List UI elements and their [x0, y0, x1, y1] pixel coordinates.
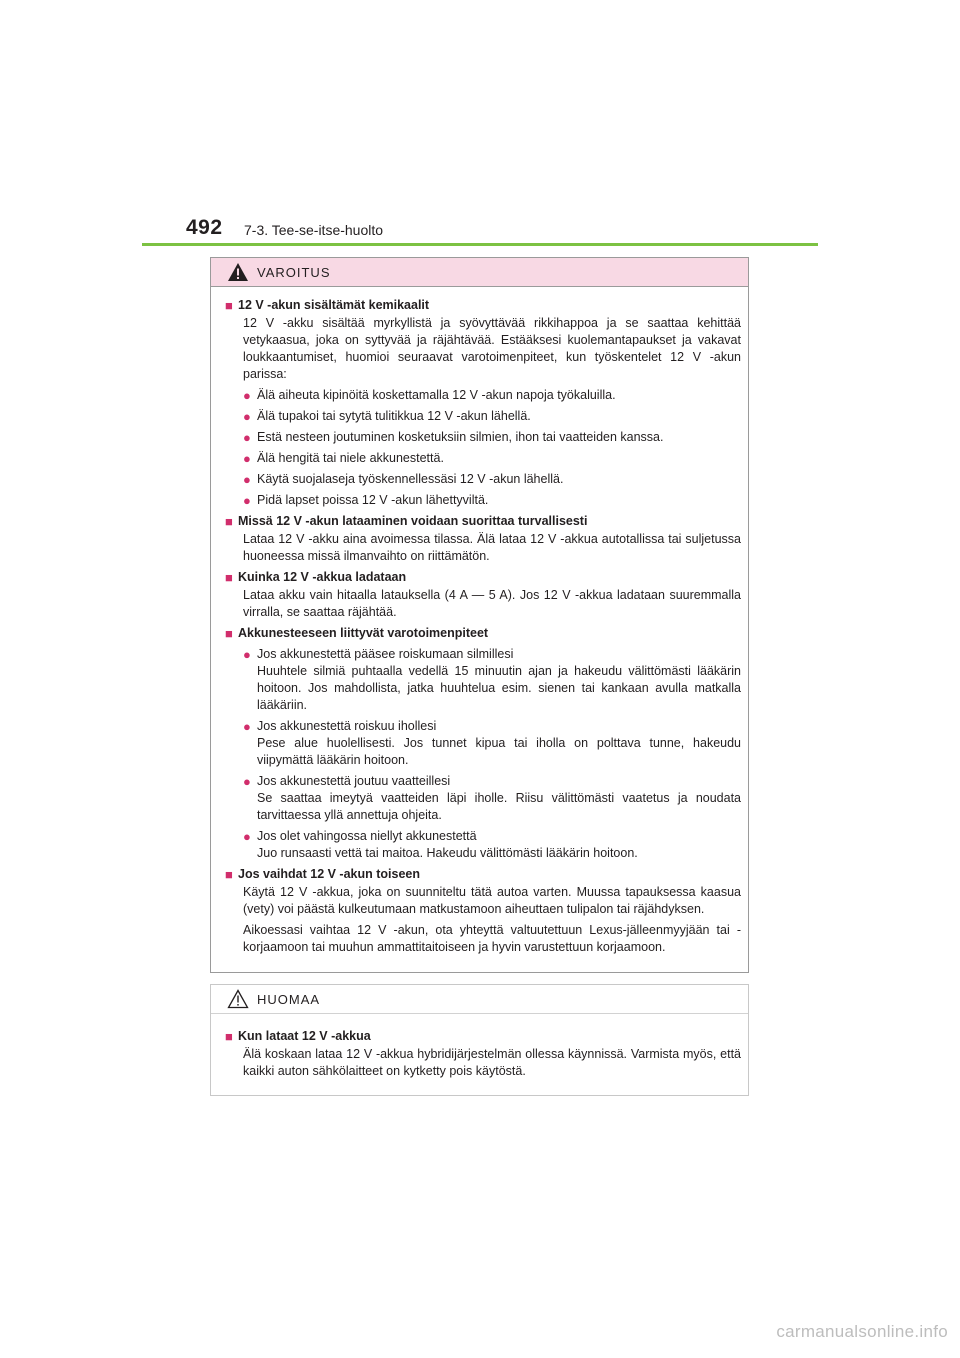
list-item: ● Jos akkunestettä pääsee roiskumaan silmillesi Huuhtele silmiä puhtaalla vedellä 15 minuutin ajan ja hakeudu välittömästi lääkärin hoitoon. Jos mahdollista, jatka huuhtelua esim. sienen tai kankaan avulla matkalla lääkäriin.	[243, 647, 741, 712]
warning-body	[211, 287, 748, 956]
warning-triangle-icon	[227, 262, 249, 282]
list-item: ● Älä aiheuta kipinöitä koskettamalla 12 V -akun napoja työkaluilla.	[243, 388, 616, 403]
paragraph: Lataa 12 V -akku aina avoimessa tilassa. Älä lataa 12 V -akkua autotallissa tai suljetussa huoneessa missä ilmanvaihto on riittämätön.	[243, 532, 741, 563]
note-body	[211, 1014, 748, 1080]
header-rule	[142, 243, 818, 246]
section-heading: ■ Akkunesteeseen liittyvät varotoimenpiteet	[225, 626, 489, 641]
paragraph: Käytä 12 V -akkua, joka on suunniteltu tätä autoa varten. Muussa tapauksessa kaasua (vety) voi päästä kulkeutumaan matkustamoon aiheuttaen tulipalon tai räjähdyksen.	[243, 885, 741, 916]
bullet-icon: ●	[243, 409, 251, 424]
caution-triangle-icon	[227, 989, 249, 1009]
bullet-icon: ●	[243, 829, 251, 844]
section-content	[238, 531, 741, 565]
bullet-icon: ●	[243, 451, 251, 466]
list-item: ● Pidä lapset poissa 12 V -akun lähettyviltä.	[243, 493, 489, 508]
square-bullet-icon: ■	[225, 626, 233, 641]
warning-title: VAROITUS	[257, 264, 331, 280]
square-bullet-icon: ■	[225, 867, 233, 882]
list-item: ● Käytä suojalaseja työskennellessäsi 12 V -akun lähellä.	[243, 472, 564, 487]
paragraph: Aikoessasi vaihtaa 12 V -akun, ota yhteyttä valtuutettuun Lexus-jälleenmyyjään tai -korjaamoon tai muuhun ammattitaitoiseen ja hyvin varustettuun korjaamoon.	[243, 923, 741, 954]
section-content	[238, 315, 741, 509]
section-heading: ■ 12 V -akun sisältämät kemikaalit	[225, 298, 430, 313]
page-number: 492	[186, 216, 223, 239]
section-heading: ■ Kuinka 12 V -akkua ladataan	[225, 570, 407, 585]
square-bullet-icon: ■	[225, 570, 233, 585]
warning-header	[211, 258, 748, 287]
square-bullet-icon: ■	[225, 514, 233, 529]
bullet-icon: ●	[243, 472, 251, 487]
bullet-icon: ●	[243, 493, 251, 508]
section-content	[238, 1046, 741, 1080]
paragraph: Lataa akku vain hitaalla latauksella (4 A — 5 A). Jos 12 V -akkua ladataan suuremmalla virralla, se saattaa räjähtää.	[243, 588, 741, 619]
square-bullet-icon: ■	[225, 298, 233, 313]
note-title: HUOMAA	[257, 991, 321, 1007]
bullet-icon: ●	[243, 430, 251, 445]
list-item: ● Jos akkunestettä joutuu vaatteillesi Se saattaa imeytyä vaatteiden läpi iholle. Riisu välittömästi vaatetus ja noudata tarvittaessa yllä annettuja ohjeita.	[243, 774, 741, 822]
section-content	[238, 587, 741, 621]
bullet-icon: ●	[243, 647, 251, 662]
section-heading: ■ Jos vaihdat 12 V -akun toiseen	[225, 867, 421, 882]
section-content	[238, 646, 741, 862]
section-title: 7-3. Tee-se-itse-huolto	[244, 222, 384, 238]
note-header	[211, 985, 748, 1014]
list-item: ● Älä hengitä tai niele akkunestettä.	[243, 451, 444, 466]
section-heading: ■ Missä 12 V -akun lataaminen voidaan suorittaa turvallisesti	[225, 514, 588, 529]
square-bullet-icon: ■	[225, 1029, 233, 1044]
watermark-link[interactable]: carmanualsonline.info	[776, 1322, 948, 1341]
paragraph: Älä koskaan lataa 12 V -akkua hybridijärjestelmän ollessa käynnissä. Varmista myös, että kaikki auton sähkölaitteet on kytketty pois käytöstä.	[243, 1047, 741, 1078]
list-item: ● Estä nesteen joutuminen kosketuksiin silmien, ihon tai vaatteiden kanssa.	[243, 430, 664, 445]
list-item: ● Älä tupakoi tai sytytä tulitikkua 12 V -akun lähellä.	[243, 409, 531, 424]
page-header	[184, 214, 824, 254]
section-content	[238, 884, 741, 956]
list-item: ● Jos akkunestettä roiskuu ihollesi Pese alue huolellisesti. Jos tunnet kipua tai iholla on polttava tunne, hakeudu viipymättä lääkärin hoitoon.	[243, 719, 741, 767]
note-box	[210, 984, 749, 1096]
bullet-icon: ●	[243, 388, 251, 403]
list-item: ● Jos olet vahingossa niellyt akkunestettä Juo runsaasti vettä tai maitoa. Hakeudu välittömästi lääkärin hoitoon.	[243, 829, 638, 860]
bullet-icon: ●	[243, 719, 251, 734]
warning-box	[210, 257, 749, 973]
paragraph: 12 V -akku sisältää myrkyllistä ja syövyttävää rikkihappoa ja se saattaa kehittää vetykaasua, joka on syttyvää ja räjähtävää. Estääksesi kuolemantapaukset ja vakavat loukkaantumiset, huomioi seuraavat varotoimenpiteet, kun työskentelet 12 V -akun parissa:	[243, 316, 741, 381]
section-heading: ■ Kun lataat 12 V -akkua	[225, 1029, 371, 1044]
bullet-icon: ●	[243, 774, 251, 789]
